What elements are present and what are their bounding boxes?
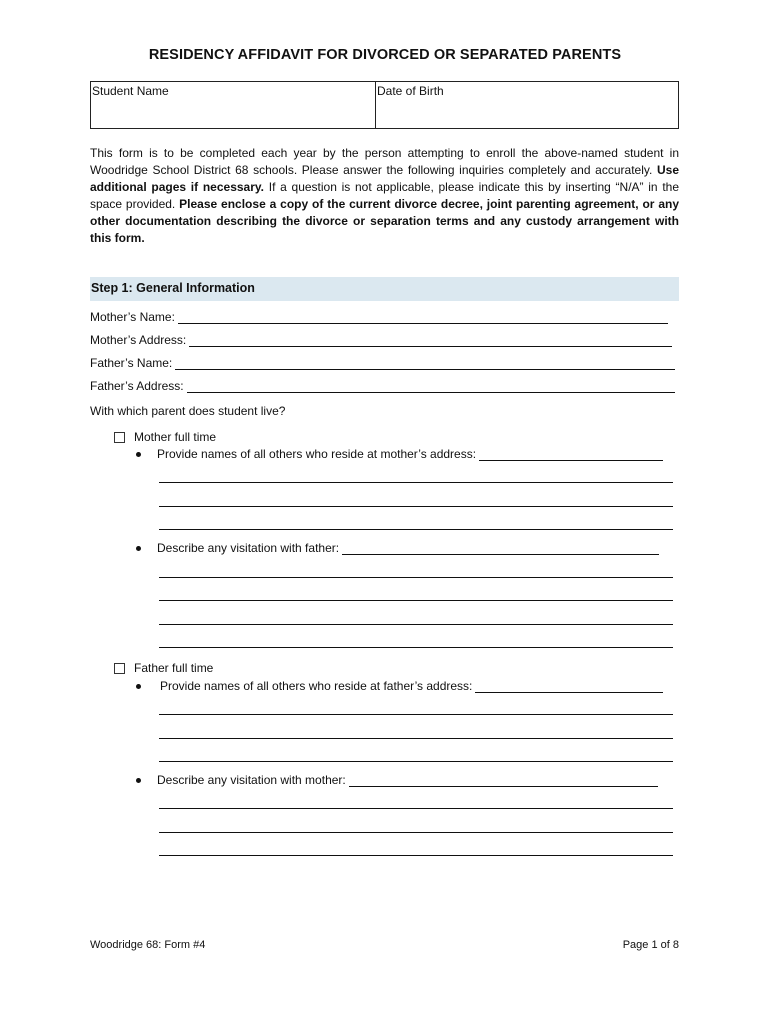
mother-others-label: Provide names of all others who reside at mother’s address: bbox=[157, 447, 477, 461]
father-others-line-2[interactable] bbox=[159, 738, 673, 739]
visitation-with-mother-line-3[interactable] bbox=[159, 855, 673, 856]
footer-form-id: Woodridge 68: Form #4 bbox=[90, 939, 206, 951]
visitation-with-mother-field[interactable] bbox=[349, 774, 658, 787]
mother-full-time-checkbox[interactable] bbox=[114, 432, 125, 443]
date-of-birth-cell[interactable] bbox=[376, 82, 678, 128]
mother-others-line-3[interactable] bbox=[159, 529, 673, 530]
visitation-with-father-label: Describe any visitation with father: bbox=[157, 541, 340, 555]
visitation-with-mother-line-2[interactable] bbox=[159, 832, 673, 833]
date-of-birth-label: Date of Birth bbox=[377, 84, 444, 98]
mother-others-line-2[interactable] bbox=[159, 506, 673, 507]
visitation-with-father-line-1[interactable] bbox=[159, 577, 673, 578]
visitation-with-father-line-3[interactable] bbox=[159, 624, 673, 625]
visitation-with-father-line-4[interactable] bbox=[159, 647, 673, 648]
student-info-table bbox=[90, 81, 679, 129]
visitation-with-father-line-2[interactable] bbox=[159, 600, 673, 601]
father-others-line-3[interactable] bbox=[159, 761, 673, 762]
mother-others-row bbox=[136, 447, 663, 461]
mothers-name-field[interactable] bbox=[178, 311, 668, 324]
student-name-cell[interactable] bbox=[91, 82, 376, 128]
footer-page-number: Page 1 of 8 bbox=[622, 939, 679, 951]
bullet-icon bbox=[136, 684, 141, 689]
instructions-text-1: This form is to be completed each year by the person attempting to enroll the above-named student in Woodridge School District 68 schools. Please answer the following inquiries completely and accurately. bbox=[90, 146, 679, 177]
mothers-address-row bbox=[90, 333, 672, 347]
instructions-paragraph bbox=[90, 145, 679, 247]
form-title: RESIDENCY AFFIDAVIT FOR DIVORCED OR SEPARATED PARENTS bbox=[148, 47, 622, 63]
bullet-icon bbox=[136, 452, 141, 457]
visitation-with-mother-line-1[interactable] bbox=[159, 808, 673, 809]
fathers-name-row bbox=[90, 356, 675, 370]
mother-full-time-option[interactable] bbox=[114, 430, 216, 444]
father-others-field[interactable] bbox=[475, 680, 663, 693]
father-full-time-checkbox[interactable] bbox=[114, 663, 125, 674]
instructions-bold-2: Please enclose a copy of the current divorce decree, joint parenting agreement, or any other documentation describing the divorce or separation terms and any custody arrangement with this form. bbox=[90, 197, 679, 245]
fathers-address-row bbox=[90, 379, 675, 393]
bullet-icon bbox=[136, 778, 141, 783]
father-others-label: Provide names of all others who reside at father’s address: bbox=[160, 679, 473, 693]
instructions-bold-1: Use additional pages if necessary. bbox=[90, 163, 679, 194]
mothers-address-label: Mother’s Address: bbox=[90, 333, 187, 347]
fathers-name-field[interactable] bbox=[175, 357, 675, 370]
visitation-with-father-row bbox=[136, 541, 659, 555]
father-others-line-1[interactable] bbox=[159, 714, 673, 715]
mother-full-time-label: Mother full time bbox=[134, 430, 217, 444]
student-name-label: Student Name bbox=[92, 84, 169, 98]
step-1-heading bbox=[90, 277, 679, 301]
step-1-heading-text: Step 1: General Information bbox=[91, 281, 255, 295]
mothers-name-label: Mother’s Name: bbox=[90, 310, 175, 324]
visitation-with-father-field[interactable] bbox=[342, 542, 659, 555]
visitation-with-mother-row bbox=[136, 773, 658, 787]
fathers-name-label: Father’s Name: bbox=[90, 356, 173, 370]
father-full-time-option[interactable] bbox=[114, 661, 213, 675]
mothers-name-row bbox=[90, 310, 668, 324]
father-others-row bbox=[136, 679, 663, 693]
father-full-time-label: Father full time bbox=[134, 661, 214, 675]
bullet-icon bbox=[136, 546, 141, 551]
mothers-address-field[interactable] bbox=[189, 334, 672, 347]
mother-others-field[interactable] bbox=[479, 448, 663, 461]
fathers-address-field[interactable] bbox=[187, 380, 675, 393]
mother-others-line-1[interactable] bbox=[159, 482, 673, 483]
instructions-text-2: If a question is not applicable, please indicate this by inserting “N/A” in the space provided. bbox=[90, 180, 680, 211]
fathers-address-label: Father’s Address: bbox=[90, 379, 184, 393]
visitation-with-mother-label: Describe any visitation with mother: bbox=[157, 773, 346, 787]
which-parent-question: With which parent does student live? bbox=[90, 404, 286, 418]
